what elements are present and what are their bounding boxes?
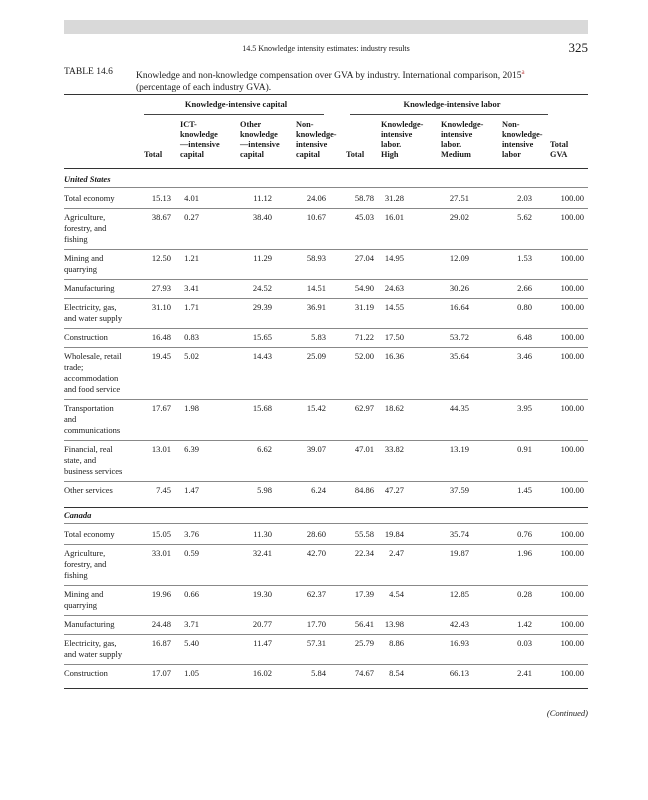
cell-labor-high: 17.50 bbox=[384, 332, 404, 342]
cell-labor-high: 31.28 bbox=[384, 193, 404, 203]
cell-ict-capital: 1.98 bbox=[184, 403, 199, 413]
cell-total-capital: 12.50 bbox=[151, 253, 171, 263]
row-divider bbox=[64, 298, 588, 299]
row-divider bbox=[64, 249, 588, 250]
col-other-capital: Other knowledge —intensive capital bbox=[240, 120, 280, 159]
col-ict-capital: ICT- knowledge —intensive capital bbox=[180, 120, 220, 159]
row-label: Electricity, gas, and water supply bbox=[64, 638, 123, 659]
row-label: Construction bbox=[64, 668, 108, 678]
cell-labor-high: 18.62 bbox=[384, 403, 404, 413]
running-head bbox=[64, 40, 588, 56]
col-total-labor: Total bbox=[346, 150, 365, 159]
cell-other-capital: 11.12 bbox=[253, 193, 272, 203]
cell-total-capital: 7.45 bbox=[156, 485, 171, 495]
cell-total-gva: 100.00 bbox=[560, 529, 584, 539]
row-label: Other services bbox=[64, 485, 113, 495]
cell-non-knowledge-capital: 14.51 bbox=[306, 283, 326, 293]
col-labor-high: Knowledge- intensive labor. High bbox=[381, 120, 424, 159]
row-label: Manufacturing bbox=[64, 619, 115, 629]
continued-note: (Continued) bbox=[546, 708, 588, 718]
cell-labor-medium: 35.74 bbox=[449, 529, 469, 539]
cell-non-knowledge-labor: 0.76 bbox=[517, 529, 532, 539]
cell-labor-medium: 12.09 bbox=[449, 253, 469, 263]
cell-non-knowledge-capital: 5.83 bbox=[311, 332, 326, 342]
cell-non-knowledge-labor: 0.28 bbox=[517, 589, 532, 599]
cell-total-gva: 100.00 bbox=[560, 302, 584, 312]
cell-ict-capital: 0.83 bbox=[184, 332, 199, 342]
cell-total-labor: 58.78 bbox=[354, 193, 374, 203]
cell-labor-medium: 35.64 bbox=[449, 351, 469, 361]
cell-total-capital: 31.10 bbox=[151, 302, 171, 312]
row-label: Total economy bbox=[64, 529, 115, 539]
cell-ict-capital: 5.02 bbox=[184, 351, 199, 361]
running-title: 14.5 Knowledge intensity estimates: industry results bbox=[242, 44, 410, 53]
cell-labor-medium: 13.19 bbox=[449, 444, 469, 454]
cell-total-gva: 100.00 bbox=[560, 283, 584, 293]
row-label: Agriculture, forestry, and fishing bbox=[64, 548, 107, 580]
group-header-labor: Knowledge-intensive labor bbox=[403, 99, 501, 109]
row-divider bbox=[64, 664, 588, 665]
cell-total-gva: 100.00 bbox=[560, 589, 584, 599]
cell-non-knowledge-labor: 1.96 bbox=[517, 548, 532, 558]
cell-non-knowledge-labor: 0.91 bbox=[517, 444, 532, 454]
group-header-capital: Knowledge-intensive capital bbox=[184, 99, 288, 109]
cell-total-capital: 16.87 bbox=[151, 638, 171, 648]
cell-other-capital: 11.30 bbox=[253, 529, 272, 539]
cell-total-labor: 52.00 bbox=[354, 351, 374, 361]
cell-non-knowledge-labor: 2.41 bbox=[517, 668, 532, 678]
cell-total-labor: 71.22 bbox=[354, 332, 374, 342]
cell-total-gva: 100.00 bbox=[560, 638, 584, 648]
cell-non-knowledge-labor: 2.66 bbox=[517, 283, 532, 293]
cell-ict-capital: 4.01 bbox=[184, 193, 199, 203]
cell-ict-capital: 3.41 bbox=[184, 283, 199, 293]
cell-other-capital: 19.30 bbox=[252, 589, 272, 599]
cell-other-capital: 14.43 bbox=[252, 351, 272, 361]
cell-other-capital: 6.62 bbox=[257, 444, 272, 454]
cell-total-labor: 25.79 bbox=[354, 638, 374, 648]
cell-labor-high: 2.47 bbox=[389, 548, 404, 558]
cell-non-knowledge-capital: 36.91 bbox=[306, 302, 326, 312]
cell-total-capital: 38.67 bbox=[151, 212, 171, 222]
cell-non-knowledge-labor: 0.03 bbox=[517, 638, 532, 648]
cell-labor-medium: 29.02 bbox=[449, 212, 469, 222]
cell-labor-high: 8.54 bbox=[389, 668, 404, 678]
cell-labor-medium: 19.87 bbox=[449, 548, 469, 558]
cell-labor-medium: 37.59 bbox=[449, 485, 469, 495]
cell-ict-capital: 1.05 bbox=[184, 668, 199, 678]
row-label: Mining and quarrying bbox=[64, 589, 104, 610]
cell-total-capital: 33.01 bbox=[151, 548, 171, 558]
cell-total-labor: 22.34 bbox=[354, 548, 374, 558]
cell-non-knowledge-labor: 2.03 bbox=[517, 193, 532, 203]
row-divider bbox=[64, 399, 588, 400]
cell-ict-capital: 1.21 bbox=[184, 253, 199, 263]
header-bar bbox=[64, 20, 588, 34]
cell-labor-high: 33.82 bbox=[384, 444, 404, 454]
cell-non-knowledge-capital: 6.24 bbox=[311, 485, 326, 495]
cell-other-capital: 11.47 bbox=[253, 638, 272, 648]
cell-non-knowledge-capital: 17.70 bbox=[306, 619, 326, 629]
cell-ict-capital: 0.66 bbox=[184, 589, 199, 599]
cell-labor-high: 16.01 bbox=[384, 212, 404, 222]
cell-non-knowledge-labor: 1.42 bbox=[517, 619, 532, 629]
cell-other-capital: 5.98 bbox=[257, 485, 272, 495]
cell-other-capital: 16.02 bbox=[252, 668, 272, 678]
row-divider bbox=[64, 347, 588, 348]
cell-non-knowledge-capital: 28.60 bbox=[306, 529, 326, 539]
cell-labor-medium: 27.51 bbox=[449, 193, 469, 203]
cell-total-capital: 17.07 bbox=[151, 668, 171, 678]
cell-other-capital: 15.65 bbox=[252, 332, 272, 342]
cell-ict-capital: 0.59 bbox=[184, 548, 199, 558]
cell-total-gva: 100.00 bbox=[560, 212, 584, 222]
row-divider bbox=[64, 634, 588, 635]
cell-labor-medium: 42.43 bbox=[449, 619, 469, 629]
col-total-gva: Total GVA bbox=[550, 140, 569, 159]
cell-total-gva: 100.00 bbox=[560, 485, 584, 495]
row-label: Wholesale, retail trade; accommodation and food service bbox=[64, 351, 122, 394]
cell-total-labor: 17.39 bbox=[354, 589, 374, 599]
cell-labor-medium: 30.26 bbox=[449, 283, 469, 293]
cell-non-knowledge-capital: 25.09 bbox=[306, 351, 326, 361]
cell-labor-high: 4.54 bbox=[389, 589, 404, 599]
section-underline bbox=[64, 523, 588, 524]
cell-total-labor: 27.04 bbox=[354, 253, 374, 263]
cell-total-capital: 19.45 bbox=[151, 351, 171, 361]
row-divider bbox=[64, 328, 588, 329]
row-label: Agriculture, forestry, and fishing bbox=[64, 212, 107, 244]
cell-non-knowledge-capital: 5.84 bbox=[311, 668, 326, 678]
table-top-rule bbox=[64, 94, 588, 95]
cell-other-capital: 29.39 bbox=[252, 302, 272, 312]
cell-non-knowledge-capital: 62.37 bbox=[306, 589, 326, 599]
cell-total-capital: 19.96 bbox=[151, 589, 171, 599]
caption-main: Knowledge and non-knowledge compensation over GVA by industry. International comparison, 2015 bbox=[136, 71, 522, 82]
caption-text bbox=[136, 66, 588, 94]
cell-non-knowledge-labor: 6.48 bbox=[517, 332, 532, 342]
cell-total-capital: 15.05 bbox=[151, 529, 171, 539]
cell-total-gva: 100.00 bbox=[560, 403, 584, 413]
cell-labor-medium: 66.13 bbox=[449, 668, 469, 678]
cell-labor-high: 8.86 bbox=[389, 638, 404, 648]
col-non-knowledge-labor: Non- knowledge- intensive labor bbox=[502, 120, 543, 159]
caption-footnote-marker: a bbox=[521, 68, 525, 76]
cell-non-knowledge-capital: 15.42 bbox=[306, 403, 326, 413]
cell-total-gva: 100.00 bbox=[560, 619, 584, 629]
cell-ict-capital: 1.47 bbox=[184, 485, 199, 495]
cell-total-labor: 84.86 bbox=[354, 485, 374, 495]
cell-non-knowledge-capital: 58.93 bbox=[306, 253, 326, 263]
cell-ict-capital: 1.71 bbox=[184, 302, 199, 312]
group-rule-labor bbox=[350, 114, 548, 115]
section-rule bbox=[64, 507, 588, 508]
cell-other-capital: 15.68 bbox=[252, 403, 272, 413]
col-total-capital: Total bbox=[144, 150, 163, 159]
cell-ict-capital: 3.71 bbox=[184, 619, 199, 629]
cell-non-knowledge-capital: 39.07 bbox=[306, 444, 326, 454]
cell-ict-capital: 6.39 bbox=[184, 444, 199, 454]
cell-total-labor: 54.90 bbox=[354, 283, 374, 293]
cell-non-knowledge-capital: 42.70 bbox=[306, 548, 326, 558]
cell-non-knowledge-labor: 1.45 bbox=[517, 485, 532, 495]
section-heading: Canada bbox=[64, 510, 92, 520]
cell-total-gva: 100.00 bbox=[560, 548, 584, 558]
cell-labor-high: 47.27 bbox=[384, 485, 404, 495]
cell-total-labor: 47.01 bbox=[354, 444, 374, 454]
cell-total-gva: 100.00 bbox=[560, 253, 584, 263]
cell-total-labor: 31.19 bbox=[354, 302, 374, 312]
row-divider bbox=[64, 585, 588, 586]
cell-other-capital: 11.29 bbox=[253, 253, 272, 263]
section-underline bbox=[64, 187, 588, 188]
header-bottom-rule bbox=[64, 168, 588, 169]
cell-total-capital: 13.01 bbox=[151, 444, 171, 454]
row-label: Construction bbox=[64, 332, 108, 342]
cell-non-knowledge-labor: 1.53 bbox=[517, 253, 532, 263]
cell-ict-capital: 3.76 bbox=[184, 529, 199, 539]
cell-labor-high: 24.63 bbox=[384, 283, 404, 293]
row-divider bbox=[64, 481, 588, 482]
cell-non-knowledge-capital: 24.06 bbox=[306, 193, 326, 203]
col-non-knowledge-capital: Non- knowledge- intensive capital bbox=[296, 120, 337, 159]
cell-total-labor: 56.41 bbox=[354, 619, 374, 629]
cell-total-gva: 100.00 bbox=[560, 668, 584, 678]
cell-non-knowledge-labor: 5.62 bbox=[517, 212, 532, 222]
cell-labor-high: 14.95 bbox=[384, 253, 404, 263]
cell-labor-high: 14.55 bbox=[384, 302, 404, 312]
cell-labor-high: 13.98 bbox=[384, 619, 404, 629]
table-bottom-rule bbox=[64, 688, 588, 689]
cell-other-capital: 32.41 bbox=[252, 548, 272, 558]
col-labor-medium: Knowledge- intensive labor. Medium bbox=[441, 120, 484, 159]
row-divider bbox=[64, 615, 588, 616]
cell-non-knowledge-capital: 10.67 bbox=[306, 212, 326, 222]
cell-non-knowledge-capital: 57.31 bbox=[306, 638, 326, 648]
cell-ict-capital: 0.27 bbox=[184, 212, 199, 222]
row-label: Transportation and communications bbox=[64, 403, 121, 435]
cell-labor-medium: 16.64 bbox=[449, 302, 469, 312]
row-divider bbox=[64, 440, 588, 441]
cell-total-labor: 45.03 bbox=[354, 212, 374, 222]
row-divider bbox=[64, 208, 588, 209]
cell-total-labor: 62.97 bbox=[354, 403, 374, 413]
cell-labor-medium: 12.85 bbox=[449, 589, 469, 599]
cell-total-gva: 100.00 bbox=[560, 332, 584, 342]
cell-total-labor: 55.58 bbox=[354, 529, 374, 539]
row-label: Mining and quarrying bbox=[64, 253, 104, 274]
row-divider bbox=[64, 544, 588, 545]
cell-total-gva: 100.00 bbox=[560, 351, 584, 361]
cell-total-capital: 24.48 bbox=[151, 619, 171, 629]
cell-total-gva: 100.00 bbox=[560, 193, 584, 203]
cell-non-knowledge-labor: 0.80 bbox=[517, 302, 532, 312]
cell-other-capital: 20.77 bbox=[252, 619, 272, 629]
section-heading: United States bbox=[64, 174, 111, 184]
cell-total-gva: 100.00 bbox=[560, 444, 584, 454]
cell-labor-high: 19.84 bbox=[384, 529, 404, 539]
caption-sub: (percentage of each industry GVA). bbox=[136, 83, 272, 94]
table-label: TABLE 14.6 bbox=[64, 67, 113, 77]
row-label: Financial, real state, and business services bbox=[64, 444, 123, 476]
cell-labor-medium: 53.72 bbox=[449, 332, 469, 342]
cell-non-knowledge-labor: 3.95 bbox=[517, 403, 532, 413]
cell-total-capital: 15.13 bbox=[151, 193, 171, 203]
cell-ict-capital: 5.40 bbox=[184, 638, 199, 648]
group-rule-capital bbox=[144, 114, 324, 115]
cell-other-capital: 38.40 bbox=[252, 212, 272, 222]
cell-total-capital: 17.67 bbox=[151, 403, 171, 413]
cell-labor-medium: 16.93 bbox=[449, 638, 469, 648]
row-label: Total economy bbox=[64, 193, 115, 203]
cell-total-labor: 74.67 bbox=[354, 668, 374, 678]
cell-total-capital: 16.48 bbox=[151, 332, 171, 342]
cell-other-capital: 24.52 bbox=[252, 283, 272, 293]
cell-non-knowledge-labor: 3.46 bbox=[517, 351, 532, 361]
cell-labor-medium: 44.35 bbox=[449, 403, 469, 413]
cell-total-capital: 27.93 bbox=[151, 283, 171, 293]
page-number: 325 bbox=[568, 40, 588, 55]
row-divider bbox=[64, 279, 588, 280]
cell-labor-high: 16.36 bbox=[384, 351, 404, 361]
row-label: Manufacturing bbox=[64, 283, 115, 293]
row-label: Electricity, gas, and water supply bbox=[64, 302, 123, 323]
